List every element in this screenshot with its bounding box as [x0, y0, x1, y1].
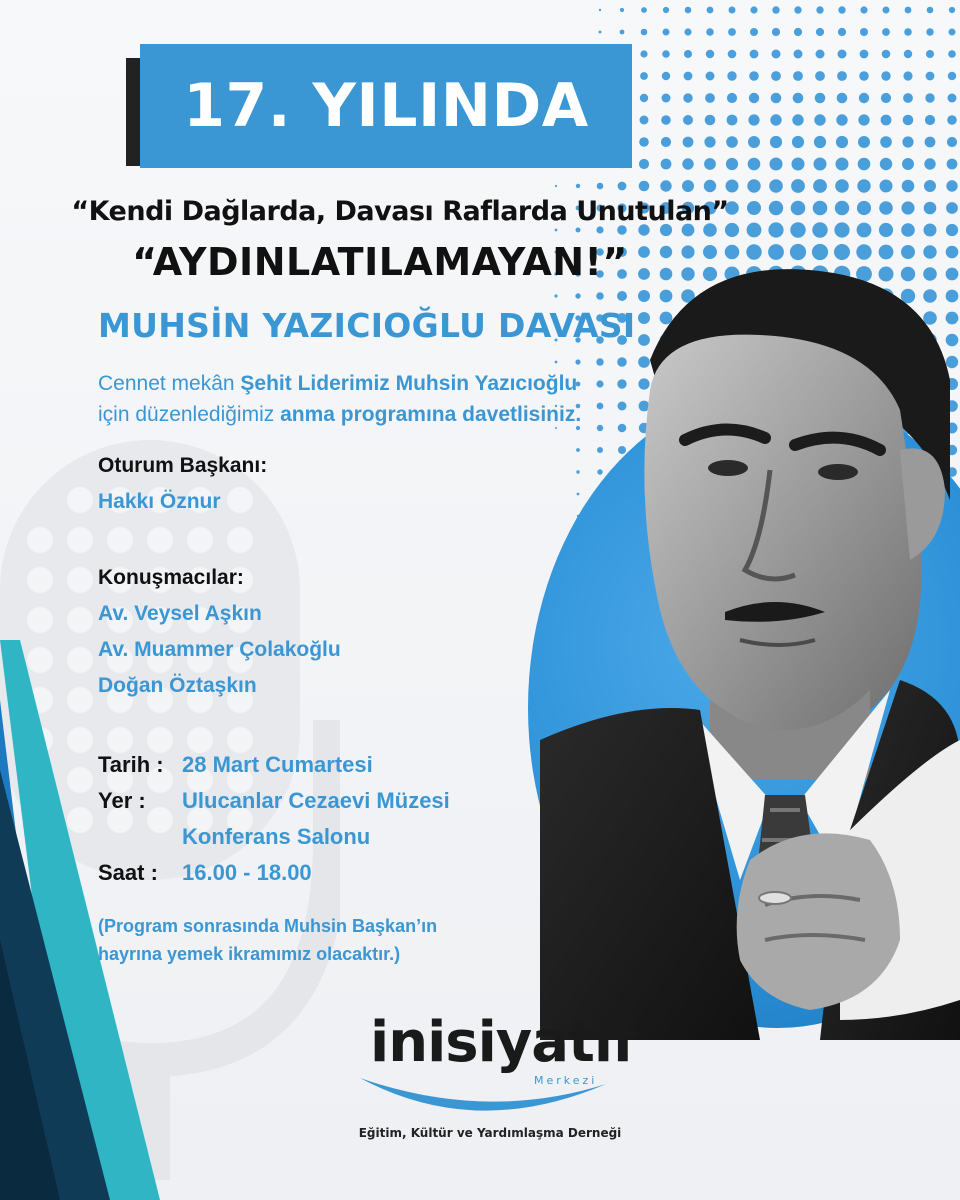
halftone-dot: [880, 158, 892, 170]
halftone-dot: [791, 179, 805, 193]
halftone-dot: [729, 7, 736, 14]
halftone-dot: [946, 224, 958, 236]
halftone-dot: [663, 29, 670, 36]
halftone-dot: [750, 6, 757, 13]
halftone-dot: [816, 28, 824, 36]
halftone-dot: [639, 181, 650, 192]
halftone-dot: [858, 114, 869, 125]
mic-grille-dot: [227, 527, 253, 553]
halftone-dot: [947, 137, 957, 147]
mic-grille-dot: [227, 487, 253, 513]
halftone-dot: [835, 201, 849, 215]
time-value: 16.00 - 18.00: [182, 860, 312, 885]
halftone-dot: [949, 29, 956, 36]
halftone-dot: [639, 159, 649, 169]
halftone-dot: [947, 115, 957, 125]
halftone-dot: [660, 180, 671, 191]
halftone-dot: [924, 224, 937, 237]
halftone-dot: [555, 229, 558, 232]
halftone-dot: [836, 158, 849, 171]
halftone-dot: [835, 179, 849, 193]
halftone-dot: [814, 158, 827, 171]
mic-grille-dot: [67, 567, 93, 593]
speaker-3: Doğan Öztaşkın: [98, 674, 257, 697]
halftone-dot: [597, 183, 604, 190]
halftone-dot: [814, 114, 825, 125]
halftone-dot: [726, 136, 738, 148]
halftone-dot: [946, 180, 957, 191]
halftone-dot: [924, 180, 936, 192]
halftone-dot: [705, 93, 715, 103]
halftone-dot: [705, 115, 716, 126]
halftone-dot: [904, 28, 912, 36]
halftone-dot: [663, 7, 669, 13]
halftone-dot: [747, 179, 760, 192]
halftone-dot: [596, 226, 603, 233]
halftone-dot: [704, 136, 715, 147]
halftone-dot: [880, 180, 893, 193]
halftone-dot: [750, 28, 758, 36]
halftone-dot: [683, 137, 694, 148]
halftone-dot: [684, 28, 691, 35]
halftone-dot: [903, 71, 912, 80]
program-note: [98, 912, 538, 968]
halftone-dot: [948, 72, 956, 80]
halftone-dot: [860, 50, 869, 59]
note-line-2: hayrına yemek ikramımız olacaktır.): [98, 944, 401, 964]
halftone-dot: [748, 158, 761, 171]
halftone-dot: [837, 71, 847, 81]
banner-title: 17. YILINDA: [183, 71, 589, 141]
halftone-dot: [924, 158, 935, 169]
halftone-dot: [706, 28, 714, 36]
halftone-dot: [838, 50, 847, 59]
halftone-dot: [858, 158, 871, 171]
halftone-dot: [857, 179, 870, 192]
halftone-dot: [771, 71, 781, 81]
mic-grille-dot: [67, 487, 93, 513]
intro-line-1-plain: Cennet mekân: [98, 372, 241, 395]
halftone-dot: [794, 50, 803, 59]
halftone-dot: [682, 158, 693, 169]
halftone-dot: [814, 136, 826, 148]
halftone-dot: [926, 72, 935, 81]
halftone-dot: [599, 31, 602, 34]
halftone-dot: [662, 94, 671, 103]
mic-grille-dot: [107, 527, 133, 553]
speaker-2: Av. Muammer Çolakoğlu: [98, 638, 341, 661]
place-value-2: Konferans Salonu: [182, 824, 371, 849]
halftone-dot: [926, 28, 933, 35]
intro-line-2-bold: anma programına davetlisiniz.: [280, 403, 582, 426]
halftone-dot: [748, 114, 759, 125]
halftone-dot: [927, 7, 934, 14]
halftone-dot: [770, 136, 782, 148]
halftone-dot: [857, 223, 872, 238]
halftone-dot: [792, 114, 803, 125]
halftone-dot: [882, 50, 891, 59]
halftone-dot: [640, 94, 648, 102]
halftone-dot: [639, 137, 649, 147]
halftone-dot: [576, 184, 580, 188]
logo-tagline: Eğitim, Kültür ve Yardımlaşma Derneği: [358, 1126, 622, 1140]
halftone-dot: [905, 7, 912, 14]
halftone-dot: [727, 115, 738, 126]
halftone-dot: [640, 72, 648, 80]
halftone-dot: [769, 179, 783, 193]
halftone-dot: [770, 114, 781, 125]
halftone-dot: [880, 136, 892, 148]
halftone-dot: [816, 50, 825, 59]
halftone-dot: [834, 222, 849, 237]
mic-grille-dot: [147, 527, 173, 553]
halftone-dot: [726, 158, 738, 170]
halftone-dot: [838, 6, 845, 13]
logo-subtitle: Merkezi: [534, 1074, 598, 1087]
halftone-dot: [772, 6, 779, 13]
halftone-dot: [860, 6, 867, 13]
halftone-dot: [881, 71, 890, 80]
mic-grille-dot: [27, 527, 53, 553]
halftone-dot: [925, 137, 936, 148]
intro-line-1-bold: Şehit Liderimiz Muhsin Yazıcıoğlu: [240, 372, 578, 395]
halftone-dot: [882, 28, 890, 36]
halftone-dot: [812, 222, 827, 237]
intro-text: [98, 368, 658, 430]
halftone-dot: [792, 158, 805, 171]
halftone-dot: [684, 50, 692, 58]
halftone-dot: [858, 136, 870, 148]
halftone-dot: [836, 136, 848, 148]
halftone-dot: [661, 137, 671, 147]
main-quote: “AYDINLATILAMAYAN!”: [132, 240, 628, 284]
halftone-dot: [769, 201, 783, 215]
logo-wordmark: inisiyatif: [370, 1010, 636, 1075]
halftone-dot: [683, 93, 692, 102]
mic-grille-dot: [227, 727, 253, 753]
halftone-dot: [793, 93, 804, 104]
halftone-dot: [879, 201, 893, 215]
halftone-dot: [903, 93, 913, 103]
halftone-dot: [925, 93, 934, 102]
halftone-dot: [706, 72, 715, 81]
halftone-dot: [901, 223, 915, 237]
halftone-dot: [790, 222, 805, 237]
halftone-dot: [749, 93, 759, 103]
note-line-1: (Program sonrasında Muhsin Başkan’ın: [98, 916, 438, 936]
halftone-dot: [772, 50, 781, 59]
place-key: Yer :: [98, 788, 146, 813]
intro-line-2-plain: için düzenlediğimiz: [98, 403, 281, 426]
intro-line-1: [98, 368, 658, 399]
halftone-dot: [768, 222, 783, 237]
halftone-dot: [838, 28, 846, 36]
halftone-dot: [904, 50, 912, 58]
halftone-dot: [704, 180, 716, 192]
halftone-dot: [599, 9, 601, 11]
halftone-dot: [902, 136, 913, 147]
halftone-dot: [555, 185, 557, 187]
halftone-dot: [859, 71, 869, 81]
halftone-dot: [576, 228, 581, 233]
halftone-dot: [641, 29, 648, 36]
halftone-dot: [706, 50, 714, 58]
mic-grille-dot: [27, 567, 53, 593]
halftone-dot: [859, 93, 869, 103]
halftone-dot: [948, 94, 957, 103]
halftone-dot: [793, 71, 803, 81]
halftone-dot: [728, 50, 737, 59]
chair-name: Hakkı Öznur: [98, 490, 221, 513]
halftone-dot: [924, 202, 937, 215]
halftone-dot: [640, 116, 649, 125]
halftone-dot: [815, 93, 826, 104]
halftone-dot: [792, 136, 804, 148]
halftone-dot: [926, 50, 934, 58]
date-value: 28 Mart Cumartesi: [182, 752, 373, 777]
halftone-dot: [881, 93, 891, 103]
halftone-dot: [749, 71, 759, 81]
halftone-dot: [816, 6, 823, 13]
halftone-dot: [813, 201, 828, 216]
speaker-1: Av. Veysel Aşkın: [98, 602, 262, 625]
halftone-dot: [750, 50, 759, 59]
halftone-dot: [925, 115, 935, 125]
halftone-dot: [661, 115, 671, 125]
halftone-dot: [857, 201, 871, 215]
halftone-dot: [684, 72, 693, 81]
halftone-dot: [794, 6, 801, 13]
halftone-dot: [901, 201, 914, 214]
halftone-dot: [682, 180, 694, 192]
mic-grille-dot: [27, 607, 53, 633]
halftone-dot: [726, 180, 739, 193]
halftone-dot: [771, 93, 782, 104]
halftone-dot: [947, 159, 958, 170]
halftone-dot: [662, 72, 670, 80]
place-value-1: Ulucanlar Cezaevi Müzesi: [182, 788, 450, 813]
halftone-dot: [946, 202, 958, 214]
mic-grille-dot: [187, 527, 213, 553]
mic-grille-dot: [67, 527, 93, 553]
halftone-dot: [902, 180, 915, 193]
halftone-dot: [641, 7, 647, 13]
halftone-dot: [881, 115, 892, 126]
halftone-dot: [640, 50, 647, 57]
time-key: Saat :: [98, 860, 158, 885]
halftone-dot: [815, 71, 825, 81]
speakers-label: Konuşmacılar:: [98, 566, 244, 589]
halftone-dot: [727, 93, 737, 103]
halftone-dot: [949, 7, 955, 13]
halftone-dot: [836, 114, 847, 125]
halftone-dot: [707, 7, 714, 14]
halftone-dot: [879, 223, 893, 237]
halftone-dot: [837, 93, 848, 104]
inisiyatif-logo: [356, 1010, 636, 1140]
halftone-dot: [770, 158, 783, 171]
intro-line-2: [98, 399, 658, 430]
headline: MUHSİN YAZICIOĞLU DAVASI: [98, 306, 636, 345]
halftone-dot: [661, 159, 672, 170]
halftone-dot: [685, 7, 692, 14]
mic-grille-dot: [67, 607, 93, 633]
title-banner: [140, 44, 632, 168]
halftone-dot: [620, 8, 624, 12]
chair-label: Oturum Başkanı:: [98, 454, 268, 477]
halftone-dot: [727, 71, 736, 80]
halftone-dot: [813, 179, 827, 193]
halftone-dot: [948, 50, 956, 58]
subtitle-quote: “Kendi Dağlarda, Davası Raflarda Unutulan”: [71, 196, 729, 227]
halftone-dot: [860, 28, 868, 36]
portrait-photo: [540, 240, 960, 1040]
halftone-dot: [618, 182, 627, 191]
halftone-dot: [662, 50, 670, 58]
halftone-dot: [883, 7, 890, 14]
halftone-dot: [903, 115, 914, 126]
halftone-dot: [704, 158, 716, 170]
halftone-dot: [794, 28, 802, 36]
halftone-dot: [748, 136, 760, 148]
halftone-dot: [683, 115, 693, 125]
halftone-dot: [620, 30, 625, 35]
halftone-dot: [902, 158, 914, 170]
halftone-dot: [772, 28, 780, 36]
date-key: Tarih :: [98, 752, 164, 777]
halftone-dot: [791, 201, 806, 216]
halftone-dot: [728, 28, 736, 36]
